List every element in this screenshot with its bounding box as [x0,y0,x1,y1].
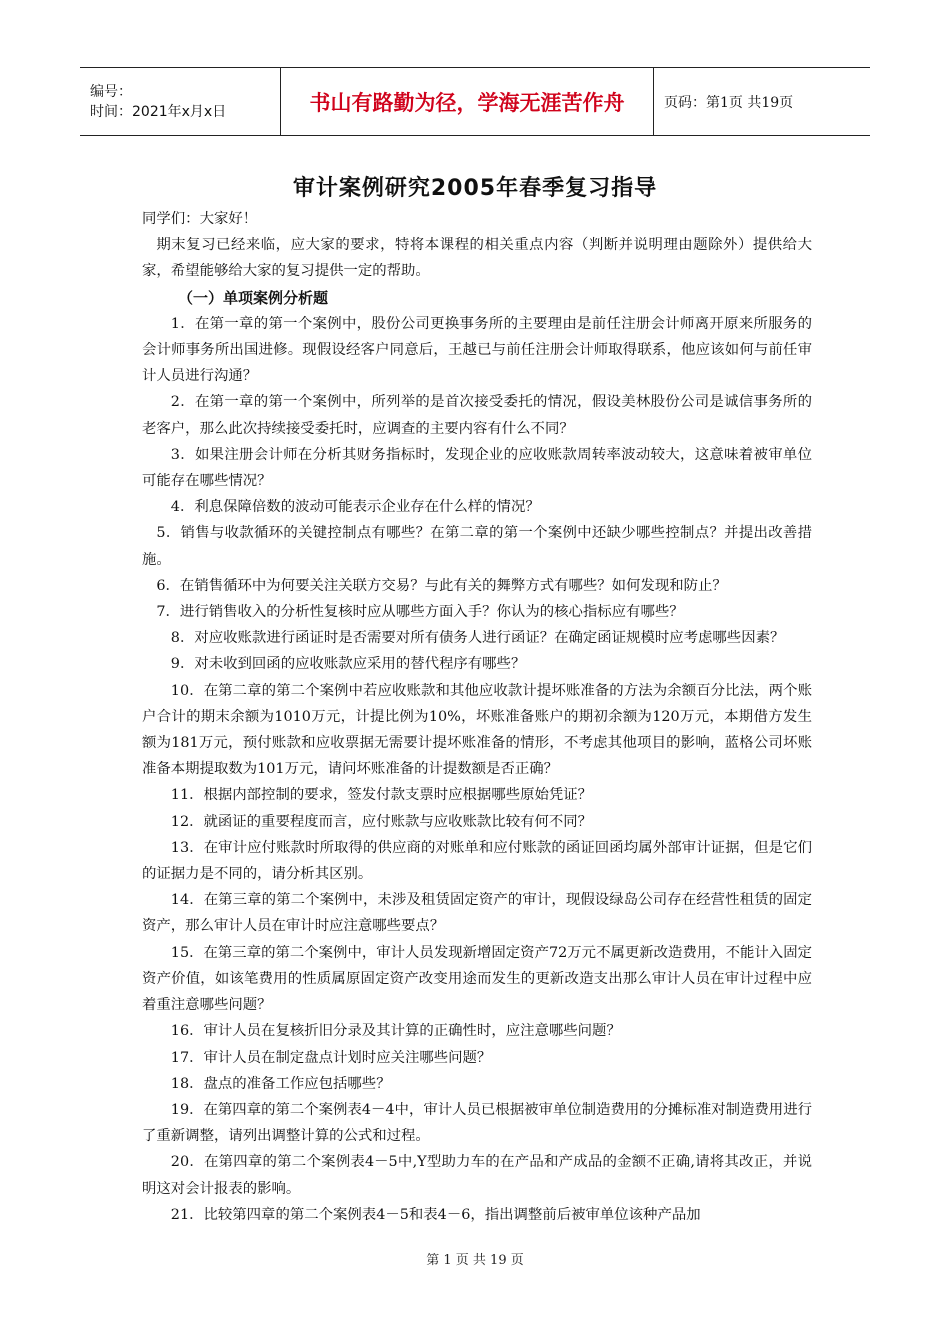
document-title: 审计案例研究2005年春季复习指导 [292,176,658,201]
page-info: 页码：第1页 共19页 [664,94,794,111]
question-item: 3．如果注册会计师在分析其财务指标时，发现企业的应收账款周转率波动较大，这意味着被审单位可能存在哪些情况？ [142,446,812,490]
motto-text: 书山有路勤为径，学海无涯苦作舟 [309,90,625,115]
question-item: 7．进行销售收入的分析性复核时应从哪些方面入手？你认为的核心指标应有哪些？ [156,604,684,621]
number-label: 编号： [90,83,132,100]
question-item: 14．在第三章的第二个案例中，未涉及租赁固定资产的审计，现假设绿岛公司存在经营性租赁的固定资产，那么审计人员在审计时应注意哪些要点？ [142,892,812,935]
question-item: 9．对未收到回函的应收账款应采用的替代程序有哪些？ [170,656,526,673]
question-item: 15．在第三章的第二个案例中，审计人员发现新增固定资产72万元不属更新改造费用，不能计入固定资产价值，如该笔费用的性质属原固定资产改变用途而发生的更新改造支出那么审计人员在审计过程中应着重注意哪些问题？ [142,944,812,1014]
question-item: 2．在第一章的第一个案例中，所列举的是首次接受委托的情况，假设美林股份公司是诚信事务所的老客户，那么此次持续接受委托时，应调查的主要内容有什么不同？ [142,394,812,437]
question-item: 8．对应收账款进行函证时是否需要对所有债务人进行函证？在确定函证规模时应考虑哪些因素？ [170,630,785,647]
question-item: 18．盘点的准备工作应包括哪些？ [170,1075,391,1092]
question-item: 13．在审计应付账款时所取得的供应商的对账单和应付账款的函证回函均属外部审计证据，但是它们的证据力是不同的，请分析其区别。 [142,839,812,883]
question-item: 11．根据内部控制的要求，签发付款支票时应根据哪些原始凭证？ [170,787,593,804]
intro-paragraph: 期末复习已经来临，应大家的要求，特将本课程的相关重点内容（判断并说明理由题除外）提供给大家，希望能够给大家的复习提供一定的帮助。 [142,237,812,280]
page-footer: 第 1 页 共 19 页 [426,1253,524,1268]
question-item: 1．在第一章的第一个案例中，股份公司更换事务所的主要理由是前任注册会计师离开原来所服务的会计师事务所出国进修。现假设经客户同意后，王越已与前任注册会计师取得联系，他应该如何与前任审计人员进行沟通？ [142,315,812,385]
question-item: 4．利息保障倍数的波动可能表示企业存在什么样的情况？ [170,499,540,516]
date-label: 时间：2021年x月x日 [90,103,227,120]
document-header [80,67,870,136]
question-item: 10．在第二章的第二个案例中若应收账款和其他应收款计提坏账准备的方法为余额百分比法，两个账户合计的期末余额为1010万元，计提比例为10%，坏账准备账户的期初余额为120万元，本期借方发生额为181万元，预付账款和应收票据无需要计提坏账准备的情形，不考虑其他项目的影响，蓝格公司坏账准备本期提取数为101万元，请问坏账准备的计提数额是否正确？ [142,682,812,778]
header-motto-cell [281,68,654,135]
question-item: 19．在第四章的第二个案例表4－4中，审计人员已根据被审单位制造费用的分摊标准对制造费用进行了重新调整，请列出调整计算的公式和过程。 [142,1101,812,1145]
question-item: 6．在销售循环中为何要关注关联方交易？与此有关的舞弊方式有哪些？如何发现和防止？ [156,577,727,594]
question-item: 20．在第四章的第二个案例表4－5中,Y型助力车的在产品和产成品的金额不正确,请将其改正，并说明这对会计报表的影响。 [142,1154,812,1197]
header-meta-cell [80,68,281,135]
document-body [142,206,812,1228]
header-page-cell [654,68,870,135]
question-item: 21．比较第四章的第二个案例表4－5和表4－6，指出调整前后被审单位该种产品加 [170,1206,701,1223]
question-item: 16．审计人员在复核折旧分录及其计算的正确性时，应注意哪些问题？ [170,1023,621,1040]
greeting: 同学们：大家好！ [142,211,258,227]
question-item: 12．就函证的重要程度而言，应付账款与应收账款比较有何不同？ [170,813,593,830]
section-title: （一）单项案例分析题 [178,288,329,307]
question-item: 5．销售与收款循环的关键控制点有哪些？在第二章的第一个案例中还缺少哪些控制点？并提出改善措施。 [142,525,812,568]
question-item: 17．审计人员在制定盘点计划时应关注哪些问题？ [170,1049,492,1066]
